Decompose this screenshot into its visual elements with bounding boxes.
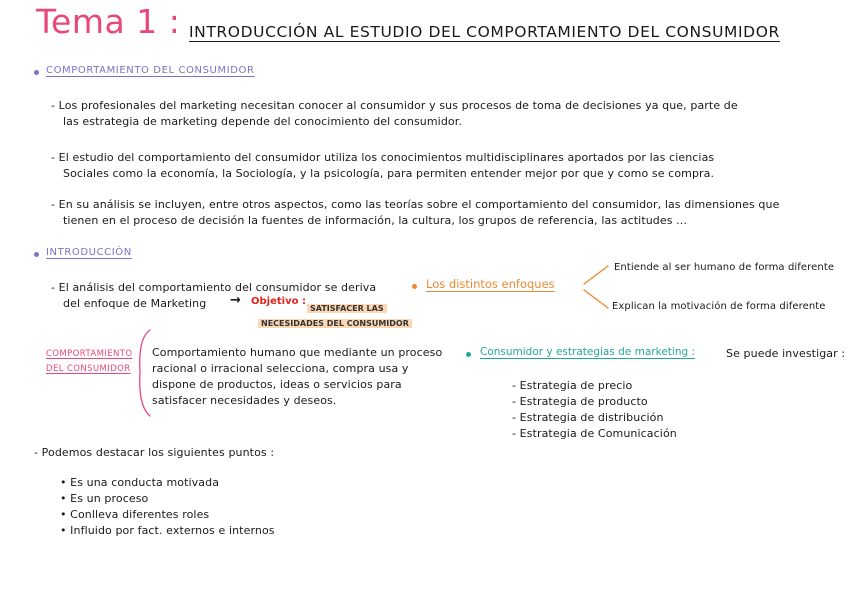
paragraph-1-line-2: las estrategia de marketing depende del conocimiento del consumidor. <box>63 115 462 128</box>
definition-line-3: dispone de productos, ideas o servicios para <box>152 378 402 391</box>
objetivo-label: Objetivo : <box>251 296 306 307</box>
definition-line-1: Comportamiento humano que mediante un proceso <box>152 346 443 359</box>
section-bullet <box>34 252 39 257</box>
objetivo-text-line-1: SATISFACER LAS <box>307 296 387 315</box>
enfoques-branch-lines <box>582 262 612 312</box>
strategy-item: - Estrategia de producto <box>512 395 648 408</box>
strategy-item: - Estrategia de Comunicación <box>512 427 677 440</box>
section-bullet <box>34 70 39 75</box>
definition-line-4: satisfacer necesidades y deseos. <box>152 394 337 407</box>
definition-bracket <box>136 328 152 418</box>
enfoque-2: Explican la motivación de forma diferente <box>612 301 826 312</box>
definition-line-2: racional o irracional selecciona, compra usa y <box>152 362 409 375</box>
strategies-bullet <box>466 352 471 357</box>
point-item: • Es un proceso <box>60 492 149 505</box>
section-introduccion-label: INTRODUCCIÓN <box>46 247 132 258</box>
paragraph-2-line-2: Sociales como la economía, la Sociología, y la psicología, para permiten entender mejor por que y como se compra. <box>63 167 715 180</box>
right-arrow-icon: → <box>230 293 241 308</box>
objetivo-text-line-2: NECESIDADES DEL CONSUMIDOR <box>258 311 412 330</box>
strategy-item: - Estrategia de distribución <box>512 411 664 424</box>
page-title: INTRODUCCIÓN AL ESTUDIO DEL COMPORTAMIENTO DEL CONSUMIDOR <box>189 23 780 41</box>
definition-label-line-2: DEL CONSUMIDOR <box>46 364 131 374</box>
enfoque-1: Entiende al ser humano de forma diferente <box>614 262 835 273</box>
enfoques-bullet <box>412 284 417 289</box>
paragraph-3-line-2: tienen en el proceso de decisión la fuentes de información, la cultura, los grupos de referencia, las actitudes ... <box>63 214 687 227</box>
analysis-line-2: del enfoque de Marketing <box>63 297 207 310</box>
paragraph-1-line-1: - Los profesionales del marketing necesitan conocer al consumidor y sus procesos de toma de decisiones ya que, parte de <box>51 99 738 112</box>
strategies-label: Consumidor y estrategias de marketing : <box>480 346 696 358</box>
point-item: • Es una conducta motivada <box>60 476 220 489</box>
strategies-investigar: Se puede investigar : <box>726 347 846 360</box>
definition-label-line-1: COMPORTAMIENTO <box>46 349 133 359</box>
point-item: • Influido por fact. externos e internos <box>60 524 275 537</box>
strategy-item: - Estrategia de precio <box>512 379 633 392</box>
points-intro: - Podemos destacar los siguientes puntos : <box>34 446 275 459</box>
enfoques-label: Los distintos enfoques <box>426 277 555 291</box>
tema-number: Tema 1 : <box>36 2 181 41</box>
section-comportamiento-label: COMPORTAMIENTO DEL CONSUMIDOR <box>46 65 255 76</box>
paragraph-3-line-1: - En su análisis se incluyen, entre otros aspectos, como las teorías sobre el comportamiento del consumidor, las dimensiones que <box>51 198 780 211</box>
analysis-line-1: - El análisis del comportamiento del consumidor se deriva <box>51 281 377 294</box>
point-item: • Conlleva diferentes roles <box>60 508 210 521</box>
paragraph-2-line-1: - El estudio del comportamiento del consumidor utiliza los conocimientos multidisciplinares aportados por las ciencias <box>51 151 715 164</box>
